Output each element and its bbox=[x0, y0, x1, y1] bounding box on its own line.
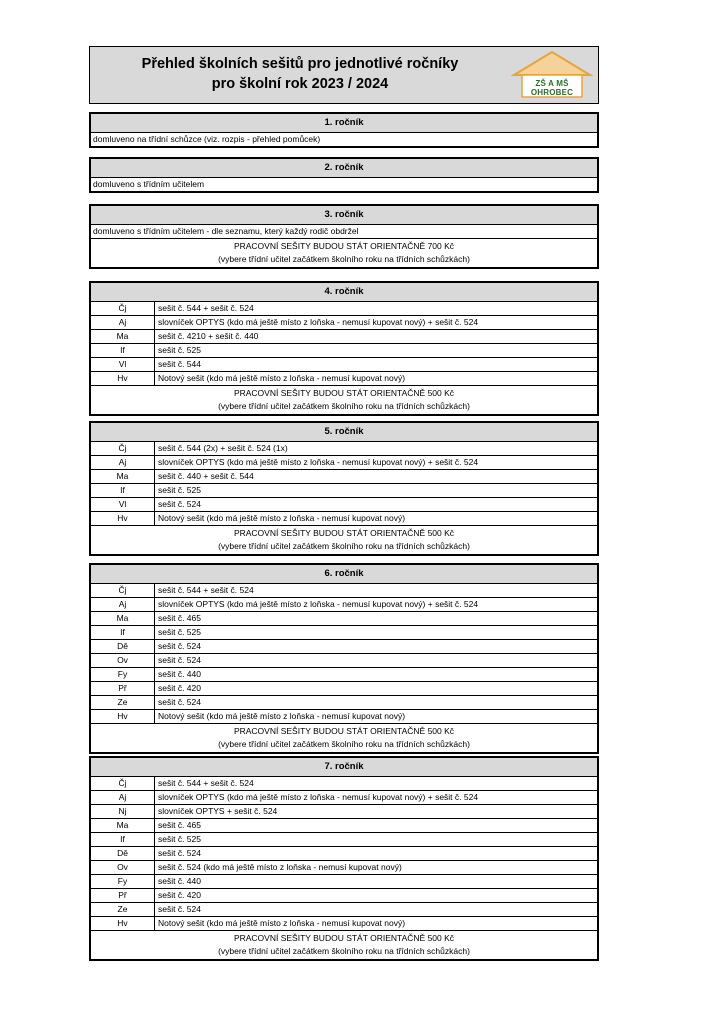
subject-cell: If bbox=[91, 484, 155, 497]
grade-6-note-collection: (vybere třídní učitel začátkem školního roku na třídních schůzkách) bbox=[218, 739, 470, 749]
subject-cell: Hv bbox=[91, 512, 155, 525]
table-row bbox=[91, 330, 597, 344]
notebook-cell: sešit č. 524 bbox=[158, 641, 201, 651]
grade-5-title: 5. ročník bbox=[91, 423, 597, 442]
grade-4-title: 4. ročník bbox=[91, 283, 597, 302]
subject-cell: Hv bbox=[91, 372, 155, 385]
subject-cell: Ma bbox=[91, 470, 155, 483]
table-row bbox=[91, 710, 597, 723]
grade-7-note bbox=[91, 930, 597, 959]
grade-7-note-collection: (vybere třídní učitel začátkem školního roku na třídních schůzkách) bbox=[218, 946, 470, 956]
notebook-cell: sešit č. 524 bbox=[158, 655, 201, 665]
notebook-cell: sešit č. 420 bbox=[158, 683, 201, 693]
subject-cell: Čj bbox=[91, 777, 155, 790]
table-row bbox=[91, 358, 597, 372]
notebook-cell: Notový sešit (kdo má ještě místo z loňska - nemusí kupovat nový) bbox=[158, 513, 406, 523]
table-row bbox=[91, 442, 597, 456]
grade-5-table bbox=[91, 442, 597, 525]
subject-cell: Dě bbox=[91, 847, 155, 860]
table-row bbox=[91, 470, 597, 484]
grade-6-table bbox=[91, 584, 597, 723]
grade-5-section bbox=[89, 421, 599, 556]
notebook-cell: sešit č. 544 + sešit č. 524 bbox=[158, 303, 254, 313]
table-row bbox=[91, 654, 597, 668]
subject-cell: Ze bbox=[91, 696, 155, 709]
notebook-cell: sešit č. 525 bbox=[158, 834, 201, 844]
subject-cell: Čj bbox=[91, 302, 155, 315]
grade-3-note-price: PRACOVNÍ SEŠITY BUDOU STÁT ORIENTAČNĚ 700 Kč bbox=[233, 241, 455, 251]
table-row bbox=[91, 584, 597, 598]
grade-3-note bbox=[91, 239, 597, 267]
notebook-cell: sešit č. 544 (2x) + sešit č. 524 (1x) bbox=[158, 443, 288, 453]
grade-7-note-price: PRACOVNÍ SEŠITY BUDOU STÁT ORIENTAČNĚ 500 Kč bbox=[233, 933, 455, 943]
grade-2-text: domluveno s třídním učitelem bbox=[93, 179, 205, 189]
notebook-cell: sešit č. 525 bbox=[158, 627, 201, 637]
table-row bbox=[91, 668, 597, 682]
table-row bbox=[91, 372, 597, 385]
grade-4-note-collection: (vybere třídní učitel začátkem školního roku na třídních schůzkách) bbox=[218, 401, 470, 411]
grade-5-note bbox=[91, 525, 597, 554]
notebook-cell: sešit č. 524 bbox=[158, 697, 201, 707]
notebook-cell: sešit č. 544 bbox=[158, 359, 201, 369]
table-row bbox=[91, 819, 597, 833]
table-row bbox=[91, 847, 597, 861]
grade-6-note-price: PRACOVNÍ SEŠITY BUDOU STÁT ORIENTAČNĚ 500 Kč bbox=[233, 726, 455, 736]
notebook-cell: Notový sešit (kdo má ještě místo z loňska - nemusí kupovat nový) bbox=[158, 373, 406, 383]
grade-7-title: 7. ročník bbox=[91, 758, 597, 777]
grade-4-note-price: PRACOVNÍ SEŠITY BUDOU STÁT ORIENTAČNĚ 500 Kč bbox=[233, 388, 455, 398]
grade-1-text: domluveno na třídní schůzce (viz. rozpis - přehled pomůcek) bbox=[93, 134, 321, 144]
notebook-cell: sešit č. 4210 + sešit č. 440 bbox=[158, 331, 259, 341]
table-row bbox=[91, 917, 597, 930]
table-row bbox=[91, 805, 597, 819]
document-header bbox=[89, 46, 599, 104]
grade-5-note-price: PRACOVNÍ SEŠITY BUDOU STÁT ORIENTAČNĚ 500 Kč bbox=[233, 528, 455, 538]
notebook-cell: sešit č. 420 bbox=[158, 890, 201, 900]
grade-3-text: domluveno s třídním učitelem - dle seznamu, který každý rodič obdržel bbox=[91, 225, 597, 239]
subject-cell: If bbox=[91, 344, 155, 357]
subject-cell: Nj bbox=[91, 805, 155, 818]
subject-cell: Fy bbox=[91, 668, 155, 681]
notebook-cell: sešit č. 524 bbox=[158, 904, 201, 914]
subject-cell: Dě bbox=[91, 640, 155, 653]
grade-1-title: 1. ročník bbox=[91, 114, 597, 133]
table-row bbox=[91, 598, 597, 612]
subject-cell: If bbox=[91, 626, 155, 639]
grade-3-section bbox=[89, 204, 599, 269]
subject-cell: Ov bbox=[91, 654, 155, 667]
subject-cell: Hv bbox=[91, 917, 155, 930]
table-row bbox=[91, 861, 597, 875]
notebook-cell: slovníček OPTYS (kdo má ještě místo z loňska - nemusí kupovat nový) + sešit č. 524 bbox=[158, 599, 479, 609]
subject-cell: Hv bbox=[91, 710, 155, 723]
notebook-cell: Notový sešit (kdo má ještě místo z loňska - nemusí kupovat nový) bbox=[158, 918, 406, 928]
table-row bbox=[91, 875, 597, 889]
grade-5-note-collection: (vybere třídní učitel začátkem školního roku na třídních schůzkách) bbox=[218, 541, 470, 551]
grade-4-note bbox=[91, 385, 597, 414]
grade-7-section bbox=[89, 756, 599, 961]
table-row bbox=[91, 903, 597, 917]
grade-4-table bbox=[91, 302, 597, 385]
notebook-cell: sešit č. 440 bbox=[158, 669, 201, 679]
notebook-cell: sešit č. 465 bbox=[158, 613, 201, 623]
notebook-cell: sešit č. 544 + sešit č. 524 bbox=[158, 585, 254, 595]
grade-4-section bbox=[89, 281, 599, 416]
table-row bbox=[91, 498, 597, 512]
subject-cell: Ov bbox=[91, 861, 155, 874]
grade-2-title: 2. ročník bbox=[91, 159, 597, 178]
notebook-cell: slovníček OPTYS + sešit č. 524 bbox=[158, 806, 278, 816]
grade-6-section bbox=[89, 563, 599, 754]
subject-cell: Ze bbox=[91, 903, 155, 916]
table-row bbox=[91, 889, 597, 903]
grade-6-title: 6. ročník bbox=[91, 565, 597, 584]
table-row bbox=[91, 626, 597, 640]
table-row bbox=[91, 302, 597, 316]
subject-cell: Čj bbox=[91, 442, 155, 455]
table-row bbox=[91, 791, 597, 805]
table-row bbox=[91, 344, 597, 358]
notebook-cell: sešit č. 524 bbox=[158, 848, 201, 858]
subject-cell: Aj bbox=[91, 456, 155, 469]
subject-cell: Aj bbox=[91, 598, 155, 611]
table-row bbox=[91, 456, 597, 470]
notebook-cell: sešit č. 524 bbox=[158, 499, 201, 509]
notebook-cell: slovníček OPTYS (kdo má ještě místo z loňska - nemusí kupovat nový) + sešit č. 524 bbox=[158, 317, 479, 327]
table-row bbox=[91, 696, 597, 710]
table-row bbox=[91, 682, 597, 696]
table-row bbox=[91, 316, 597, 330]
table-row bbox=[91, 833, 597, 847]
subject-cell: Fy bbox=[91, 875, 155, 888]
grade-6-note bbox=[91, 723, 597, 752]
notebook-cell: sešit č. 525 bbox=[158, 345, 201, 355]
notebook-cell: Notový sešit (kdo má ještě místo z loňska - nemusí kupovat nový) bbox=[158, 711, 406, 721]
notebook-cell: sešit č. 440 + sešit č. 544 bbox=[158, 471, 254, 481]
notebook-cell: sešit č. 465 bbox=[158, 820, 201, 830]
school-logo-text: ZŠ A MŠ OHROBEC bbox=[530, 79, 574, 97]
table-row bbox=[91, 640, 597, 654]
notebook-cell: sešit č. 524 (kdo má ještě místo z loňska - nemusí kupovat nový) bbox=[158, 862, 402, 872]
grade-3-note-collection: (vybere třídní učitel začátkem školního roku na třídních schůzkách) bbox=[218, 254, 470, 264]
notebook-cell: sešit č. 525 bbox=[158, 485, 201, 495]
subject-cell: Ma bbox=[91, 330, 155, 343]
subject-cell: Aj bbox=[91, 316, 155, 329]
notebook-cell: sešit č. 544 + sešit č. 524 bbox=[158, 778, 254, 788]
subject-cell: Vl bbox=[91, 358, 155, 371]
grade-7-table bbox=[91, 777, 597, 930]
grade-3-title: 3. ročník bbox=[91, 206, 597, 225]
subject-cell: Př bbox=[91, 682, 155, 695]
notebook-cell: slovníček OPTYS (kdo má ještě místo z loňska - nemusí kupovat nový) + sešit č. 524 bbox=[158, 792, 479, 802]
grade-1-section bbox=[89, 112, 599, 148]
subject-cell: Čj bbox=[91, 584, 155, 597]
subject-cell: Ma bbox=[91, 819, 155, 832]
notebook-cell: sešit č. 440 bbox=[158, 876, 201, 886]
table-row bbox=[91, 777, 597, 791]
subject-cell: Př bbox=[91, 889, 155, 902]
table-row bbox=[91, 484, 597, 498]
table-row bbox=[91, 512, 597, 525]
subject-cell: If bbox=[91, 833, 155, 846]
document-subtitle: pro školní rok 2023 / 2024 bbox=[211, 76, 389, 92]
subject-cell: Vl bbox=[91, 498, 155, 511]
subject-cell: Ma bbox=[91, 612, 155, 625]
document-title: Přehled školních sešitů pro jednotlivé ročníky bbox=[141, 56, 459, 72]
notebook-cell: slovníček OPTYS (kdo má ještě místo z loňska - nemusí kupovat nový) + sešit č. 524 bbox=[158, 457, 479, 467]
grade-2-section bbox=[89, 157, 599, 193]
subject-cell: Aj bbox=[91, 791, 155, 804]
table-row bbox=[91, 612, 597, 626]
